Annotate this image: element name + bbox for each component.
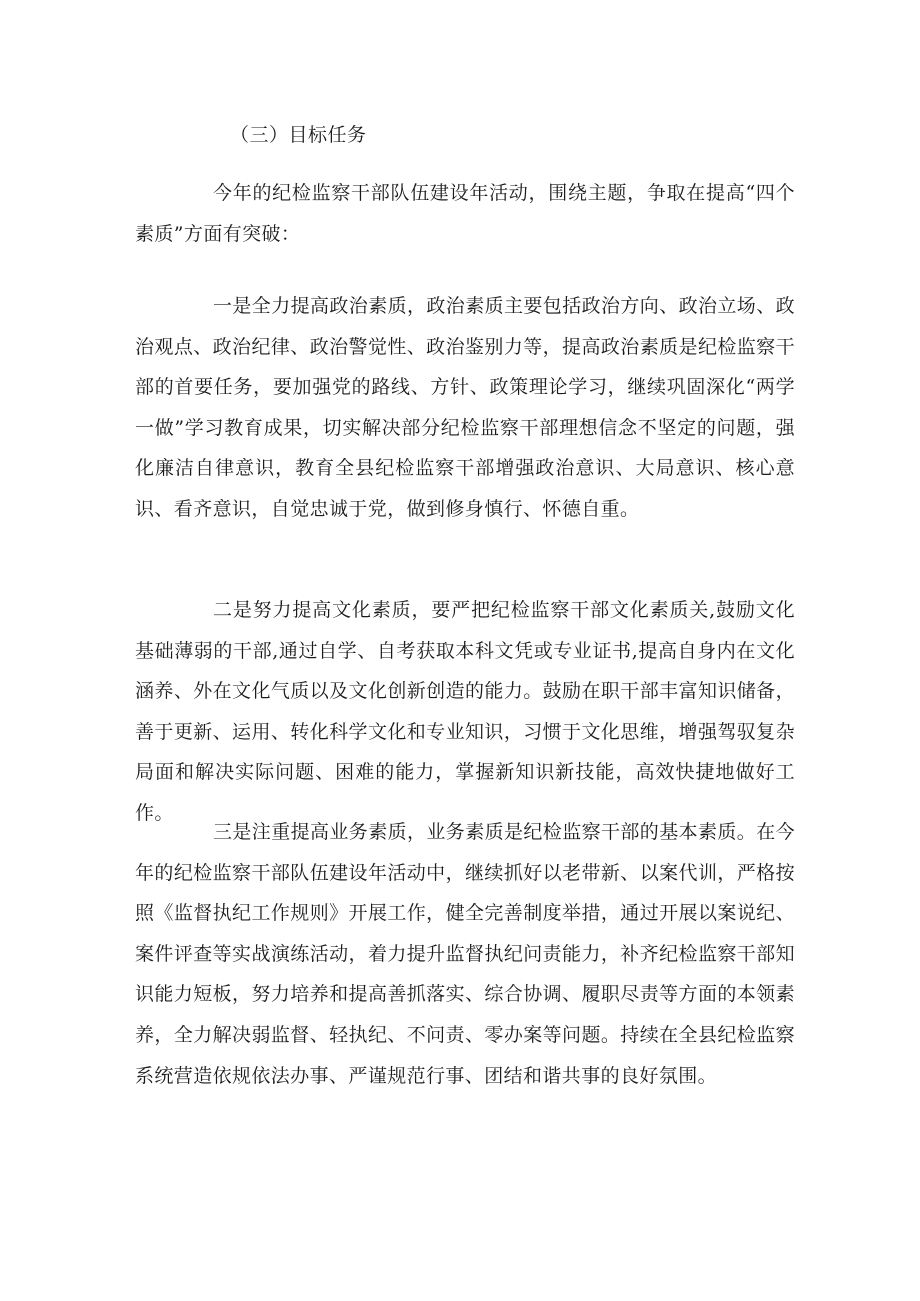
section-heading: （三）目标任务 — [230, 124, 367, 146]
paragraph-political-quality: 一是全力提高政治素质，政治素质主要包括政治方向、政治立场、政治观点、政治纪律、政治警觉性、政治鉴别力等，提高政治素质是纪检监察干部的首要任务，要加强党的路线、方针、政策理论学习，继续巩固深化“两学一做”学习教育成果，切实解决部分纪检监察干部理想信念不坚定的问题，强化廉洁自律意识，教育全县纪检监察干部增强政治意识、大局意识、核心意识、看齐意识，自觉忠诚于党，做到修身慎行、怀德自重。 — [135, 295, 796, 520]
paragraph-business-quality: 三是注重提高业务素质，业务素质是纪检监察干部的基本素质。在今年的纪检监察干部队伍建设年活动中，继续抓好以老带新、以案代训，严格按照《监督执纪工作规则》开展工作，健全完善制度举措，通过开展以案说纪、案件评查等实战演练活动，着力提升监督执纪问责能力，补齐纪检监察干部知识能力短板，努力培养和提高善抓落实、综合协调、履职尽责等方面的本领素养，全力解决弱监督、轻执纪、不问责、零办案等问题。持续在全县纪检监察系统营造依规依法办事、严谨规范行事、团结和谐共事的良好氛围。 — [135, 821, 796, 1087]
paragraph-intro: 今年的纪检监察干部队伍建设年活动，围绕主题，争取在提高“四个素质”方面有突破： — [135, 182, 795, 245]
paragraph-cultural-quality: 二是努力提高文化素质，要严把纪检监察干部文化素质关,鼓励文化基础薄弱的干部,通过自学、自考获取本科文凭或专业证书,提高自身内在文化涵养、外在文化气质以及文化创新创造的能力。鼓励在职干部丰富知识储备，善于更新、运用、转化科学文化和专业知识，习惯于文化思维，增强驾驭复杂局面和解决实际问题、困难的能力，掌握新知识新技能，高效快捷地做好工作。 — [135, 599, 795, 824]
